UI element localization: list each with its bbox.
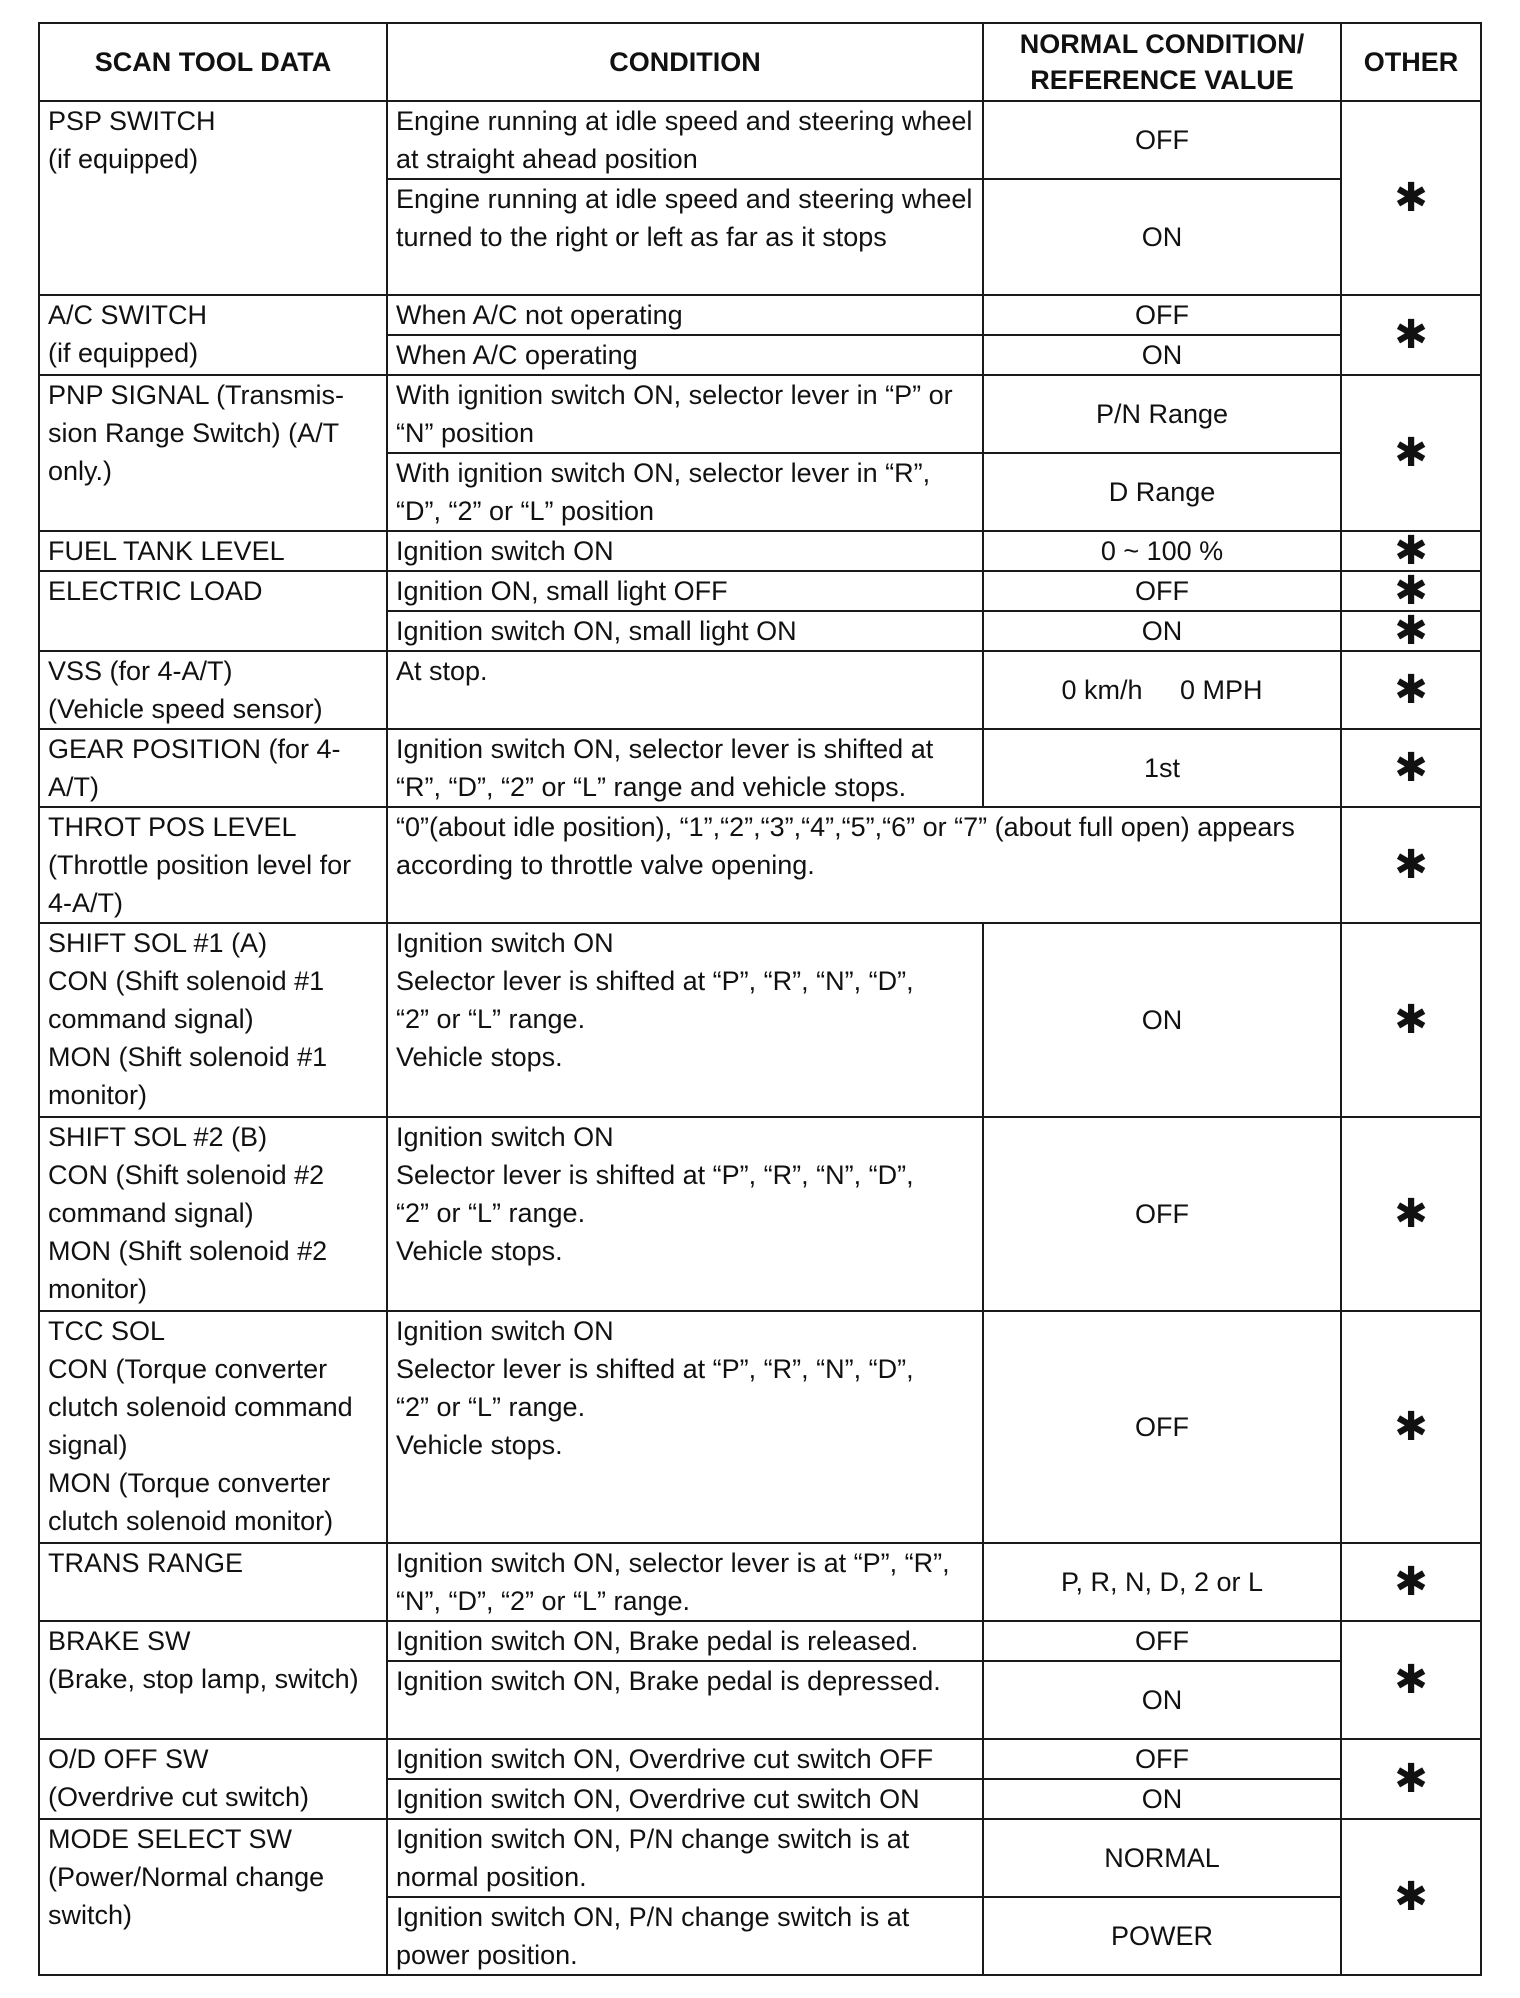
table-row bbox=[39, 729, 1481, 807]
other-asterisk: ✱ bbox=[1341, 101, 1481, 295]
header-normal-condition bbox=[983, 23, 1341, 101]
item-trans-range: TRANS RANGE bbox=[39, 1543, 387, 1621]
value-cell: OFF bbox=[983, 1117, 1341, 1311]
table-row bbox=[39, 295, 1481, 335]
table-row bbox=[39, 531, 1481, 571]
table-row bbox=[39, 1819, 1481, 1897]
item-shift-sol-1: SHIFT SOL #1 (A) CON (Shift solenoid #1 command signal) MON (Shift solenoid #1 monitor) bbox=[39, 923, 387, 1117]
condition-cell: Ignition switch ON Selector lever is shifted at “P”, “R”, “N”, “D”, “2” or “L” range. Vehicle stops. bbox=[387, 1117, 983, 1311]
condition-cell: With ignition switch ON, selector lever in “P” or “N” position bbox=[387, 375, 983, 453]
value-cell: 0 km/h 0 MPH bbox=[983, 651, 1341, 729]
header-normal-line1: NORMAL CONDITION/ bbox=[1019, 29, 1305, 59]
condition-cell: Ignition switch ON, selector lever is shifted at “R”, “D”, “2” or “L” range and vehicle stops. bbox=[387, 729, 983, 807]
other-asterisk: ✱ bbox=[1341, 1311, 1481, 1543]
table-header-row bbox=[39, 23, 1481, 101]
value-cell: POWER bbox=[983, 1897, 1341, 1975]
value-cell: D Range bbox=[983, 453, 1341, 531]
other-asterisk: ✱ bbox=[1341, 1621, 1481, 1739]
table-row bbox=[39, 375, 1481, 453]
item-pnp-signal: PNP SIGNAL (Transmis- sion Range Switch) (A/T only.) bbox=[39, 375, 387, 531]
other-asterisk: ✱ bbox=[1341, 651, 1481, 729]
value-cell: 1st bbox=[983, 729, 1341, 807]
condition-cell: When A/C not operating bbox=[387, 295, 983, 335]
item-ac-switch: A/C SWITCH (if equipped) bbox=[39, 295, 387, 375]
value-cell: ON bbox=[983, 923, 1341, 1117]
scan-tool-data-sheet bbox=[38, 22, 1480, 1976]
value-cell: OFF bbox=[983, 295, 1341, 335]
condition-cell: Ignition switch ON Selector lever is shifted at “P”, “R”, “N”, “D”, “2” or “L” range. Vehicle stops. bbox=[387, 1311, 983, 1543]
scan-tool-data-table bbox=[38, 22, 1482, 1976]
condition-cell: Ignition switch ON, P/N change switch is at normal position. bbox=[387, 1819, 983, 1897]
item-shift-sol-2: SHIFT SOL #2 (B) CON (Shift solenoid #2 command signal) MON (Shift solenoid #2 monitor) bbox=[39, 1117, 387, 1311]
condition-cell: Engine running at idle speed and steering wheel at straight ahead position bbox=[387, 101, 983, 179]
header-condition: CONDITION bbox=[387, 23, 983, 101]
condition-cell: Ignition switch ON, P/N change switch is at power position. bbox=[387, 1897, 983, 1975]
table-row bbox=[39, 101, 1481, 179]
value-cell: OFF bbox=[983, 1739, 1341, 1779]
value-cell: OFF bbox=[983, 101, 1341, 179]
item-vss: VSS (for 4-A/T) (Vehicle speed sensor) bbox=[39, 651, 387, 729]
value-cell: 0 ~ 100 % bbox=[983, 531, 1341, 571]
condition-cell: Ignition switch ON, small light ON bbox=[387, 611, 983, 651]
value-cell: ON bbox=[983, 1779, 1341, 1819]
other-asterisk: ✱ bbox=[1341, 923, 1481, 1117]
table-row bbox=[39, 651, 1481, 729]
other-asterisk: ✱ bbox=[1341, 1819, 1481, 1975]
condition-cell: Ignition switch ON, Overdrive cut switch ON bbox=[387, 1779, 983, 1819]
item-od-off-sw: O/D OFF SW (Overdrive cut switch) bbox=[39, 1739, 387, 1819]
table-row bbox=[39, 1739, 1481, 1779]
table-row bbox=[39, 807, 1481, 923]
value-cell: P/N Range bbox=[983, 375, 1341, 453]
value-cell: ON bbox=[983, 1661, 1341, 1739]
item-psp-switch: PSP SWITCH (if equipped) bbox=[39, 101, 387, 295]
table-row bbox=[39, 1311, 1481, 1543]
value-cell: NORMAL bbox=[983, 1819, 1341, 1897]
other-asterisk: ✱ bbox=[1341, 295, 1481, 375]
other-asterisk: ✱ bbox=[1341, 729, 1481, 807]
condition-cell: When A/C operating bbox=[387, 335, 983, 375]
table-row bbox=[39, 571, 1481, 611]
table-row bbox=[39, 1621, 1481, 1661]
other-asterisk: ✱ bbox=[1341, 1739, 1481, 1819]
other-asterisk: ✱ bbox=[1341, 375, 1481, 531]
value-cell: ON bbox=[983, 611, 1341, 651]
item-tcc-sol: TCC SOL CON (Torque converter clutch solenoid command signal) MON (Torque converter clutch solenoid monitor) bbox=[39, 1311, 387, 1543]
header-normal-line2: REFERENCE VALUE bbox=[1030, 65, 1294, 95]
other-asterisk: ✱ bbox=[1341, 531, 1481, 571]
condition-cell: Ignition switch ON, selector lever is at “P”, “R”, “N”, “D”, “2” or “L” range. bbox=[387, 1543, 983, 1621]
item-gear-position: GEAR POSITION (for 4- A/T) bbox=[39, 729, 387, 807]
value-cell: ON bbox=[983, 335, 1341, 375]
header-other: OTHER bbox=[1341, 23, 1481, 101]
condition-cell: “0”(about idle position), “1”,“2”,“3”,“4”,“5”,“6” or “7” (about full open) appears according to throttle valve opening. bbox=[387, 807, 1341, 923]
other-asterisk: ✱ bbox=[1341, 611, 1481, 651]
value-cell: P, R, N, D, 2 or L bbox=[983, 1543, 1341, 1621]
condition-cell: Ignition ON, small light OFF bbox=[387, 571, 983, 611]
condition-cell: Ignition switch ON, Overdrive cut switch OFF bbox=[387, 1739, 983, 1779]
condition-cell: Ignition switch ON, Brake pedal is depressed. bbox=[387, 1661, 983, 1739]
item-mode-select-sw: MODE SELECT SW (Power/Normal change switch) bbox=[39, 1819, 387, 1975]
table-row bbox=[39, 923, 1481, 1117]
table-row bbox=[39, 1117, 1481, 1311]
value-cell: OFF bbox=[983, 1311, 1341, 1543]
condition-cell: With ignition switch ON, selector lever in “R”, “D”, “2” or “L” position bbox=[387, 453, 983, 531]
value-cell: OFF bbox=[983, 571, 1341, 611]
item-throt-pos-level: THROT POS LEVEL (Throttle position level for 4-A/T) bbox=[39, 807, 387, 923]
value-cell: ON bbox=[983, 179, 1341, 295]
item-fuel-tank-level: FUEL TANK LEVEL bbox=[39, 531, 387, 571]
other-asterisk: ✱ bbox=[1341, 1117, 1481, 1311]
condition-cell: Ignition switch ON bbox=[387, 531, 983, 571]
value-cell: OFF bbox=[983, 1621, 1341, 1661]
condition-cell: Ignition switch ON, Brake pedal is released. bbox=[387, 1621, 983, 1661]
condition-cell: Engine running at idle speed and steering wheel turned to the right or left as far as it stops bbox=[387, 179, 983, 295]
item-electric-load: ELECTRIC LOAD bbox=[39, 571, 387, 651]
other-asterisk: ✱ bbox=[1341, 1543, 1481, 1621]
header-scan-tool-data: SCAN TOOL DATA bbox=[39, 23, 387, 101]
other-asterisk: ✱ bbox=[1341, 571, 1481, 611]
table-row bbox=[39, 1543, 1481, 1621]
condition-cell: Ignition switch ON Selector lever is shifted at “P”, “R”, “N”, “D”, “2” or “L” range. Vehicle stops. bbox=[387, 923, 983, 1117]
other-asterisk: ✱ bbox=[1341, 807, 1481, 923]
condition-cell: At stop. bbox=[387, 651, 983, 729]
item-brake-sw: BRAKE SW (Brake, stop lamp, switch) bbox=[39, 1621, 387, 1739]
